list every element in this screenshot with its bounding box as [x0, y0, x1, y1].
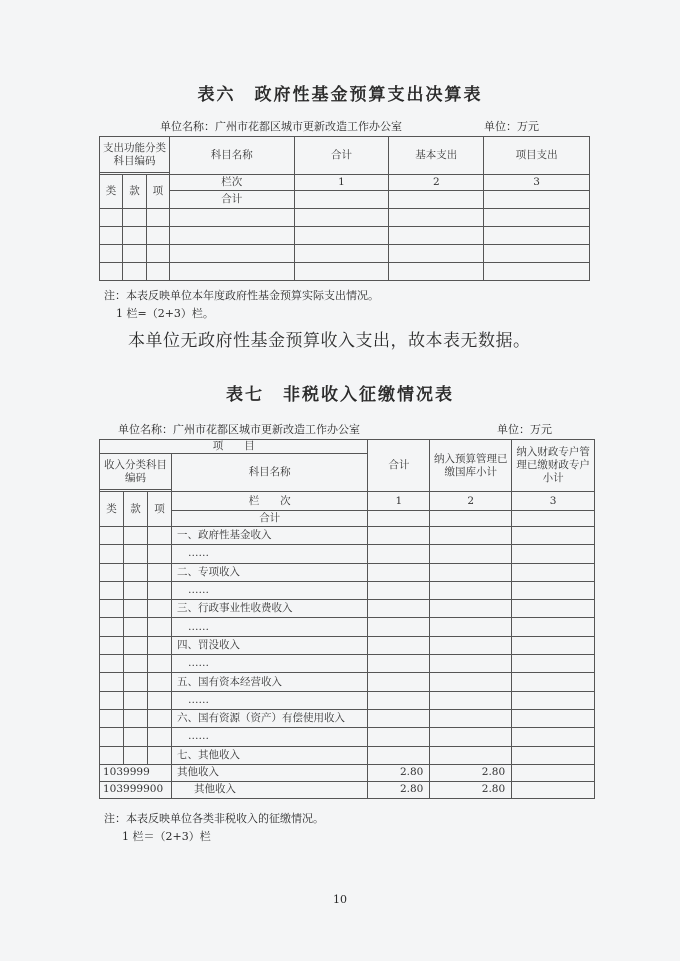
row-total: [368, 673, 430, 691]
row-special: [512, 545, 595, 563]
table7-note2: 1 栏＝（2+3）栏: [122, 830, 211, 843]
row-special: [512, 655, 595, 673]
row-subject-name: ……: [171, 545, 367, 563]
t6-xiang: 项: [146, 175, 169, 209]
row-special: [512, 563, 595, 581]
row-treasury: [430, 563, 512, 581]
row-total: [368, 581, 430, 599]
t7-xiangmu-header: 项 目: [100, 440, 368, 454]
table-row: [100, 655, 595, 673]
t6-lei: 类: [100, 175, 123, 209]
table7-unit: 单位：万元: [497, 423, 552, 436]
t7-col1: 1: [368, 492, 430, 511]
row-total: 2.80: [368, 781, 430, 798]
table-row: [100, 527, 595, 545]
row-special: [512, 709, 595, 727]
table6-note1: 注：本表反映单位本年度政府性基金预算实际支出情况。: [104, 289, 379, 302]
row-subject-name: ……: [171, 691, 367, 709]
table-row: [100, 618, 595, 636]
row-total: [368, 563, 430, 581]
table-row: [100, 600, 595, 618]
table7-unit-org: 单位名称：广州市花都区城市更新改造工作办公室: [118, 423, 360, 436]
table7-title: 表七 非税收入征缴情况表: [226, 385, 454, 405]
row-subject-name: 七、其他收入: [171, 746, 367, 764]
row-treasury: [430, 618, 512, 636]
row-special: [512, 728, 595, 746]
table-row: [100, 263, 590, 281]
table-row: [100, 781, 595, 798]
t7-lanci: 栏 次: [171, 492, 367, 511]
t7-code-group-header: 收入分类科目编码: [100, 454, 172, 490]
row-subject-name: ……: [171, 728, 367, 746]
row-subject-name: 三、行政事业性收费收入: [171, 600, 367, 618]
row-subject-name: ……: [171, 618, 367, 636]
table6: [99, 136, 590, 281]
row-subject-name: 六、国有资源（资产）有偿使用收入: [171, 709, 367, 727]
t6-heji: 合计: [169, 191, 294, 209]
table-row: [100, 545, 595, 563]
row-total: [368, 636, 430, 654]
table6-note2: 1 栏=（2+3）栏。: [116, 307, 214, 320]
row-subject-name: 四、罚没收入: [171, 636, 367, 654]
t7-kuan: 款: [123, 492, 147, 527]
row-special: [512, 746, 595, 764]
row-total: [368, 655, 430, 673]
row-special: [512, 673, 595, 691]
row-subject-name: 五、国有资本经营收入: [171, 673, 367, 691]
row-subject-name: ……: [171, 581, 367, 599]
table-row: [100, 764, 595, 781]
row-treasury: [430, 600, 512, 618]
row-treasury: 2.80: [430, 764, 512, 781]
row-special: [512, 600, 595, 618]
row-special: [512, 581, 595, 599]
t6-col2: 2: [389, 175, 484, 191]
t7-lei: 类: [100, 492, 124, 527]
row-special: [512, 527, 595, 545]
row-treasury: [430, 636, 512, 654]
t7-col2: 2: [430, 492, 512, 511]
t7-treasury-header: 纳入预算管理已缴国库小计: [430, 440, 512, 492]
row-total: [368, 618, 430, 636]
row-treasury: [430, 545, 512, 563]
table-row: [100, 673, 595, 691]
table-row: [100, 746, 595, 764]
row-treasury: [430, 527, 512, 545]
row-treasury: [430, 655, 512, 673]
row-subject-name: 二、专项收入: [171, 563, 367, 581]
row-special: [512, 764, 595, 781]
table-row: [100, 581, 595, 599]
row-special: [512, 781, 595, 798]
row-subject-name: ……: [171, 655, 367, 673]
row-total: [368, 746, 430, 764]
row-total: [368, 691, 430, 709]
table-row: [100, 227, 590, 245]
t7-heji: 合计: [171, 511, 367, 527]
table6-title: 表六 政府性基金预算支出决算表: [197, 85, 483, 105]
t6-kuan: 款: [122, 175, 146, 209]
row-subject-name: 其他收入: [171, 764, 367, 781]
row-treasury: 2.80: [430, 781, 512, 798]
table6-unit-org: 单位名称：广州市花都区城市更新改造工作办公室: [160, 120, 402, 133]
t6-basic-header: 基本支出: [389, 137, 484, 175]
row-total: [368, 527, 430, 545]
row-subject-name: 其他收入: [171, 781, 367, 798]
table-row: [100, 245, 590, 263]
t7-total-header: 合计: [368, 440, 430, 492]
table7: [99, 439, 595, 799]
t6-col3: 3: [484, 175, 590, 191]
t6-total-header: 合计: [294, 137, 389, 175]
t7-xiang: 项: [147, 492, 171, 527]
row-total: [368, 709, 430, 727]
row-treasury: [430, 709, 512, 727]
table-row: [100, 636, 595, 654]
row-total: [368, 728, 430, 746]
no-data-statement: 本单位无政府性基金预算收入支出，故本表无数据。: [128, 331, 531, 351]
row-treasury: [430, 728, 512, 746]
row-total: [368, 545, 430, 563]
table-row: [100, 728, 595, 746]
table-row: [100, 709, 595, 727]
t6-subject-header: 科目名称: [169, 137, 294, 175]
row-special: [512, 636, 595, 654]
t7-special-header: 纳入财政专户管理已缴财政专户小计: [512, 440, 595, 492]
row-special: [512, 691, 595, 709]
table-row: [100, 209, 590, 227]
row-treasury: [430, 746, 512, 764]
table7-note1: 注：本表反映单位各类非税收入的征缴情况。: [104, 812, 324, 825]
t6-lanci: 栏次: [169, 175, 294, 191]
t7-subject-header: 科目名称: [171, 454, 367, 492]
row-special: [512, 618, 595, 636]
table6-unit: 单位：万元: [484, 120, 539, 133]
row-subject-name: 一、政府性基金收入: [171, 527, 367, 545]
row-code: 1039999: [100, 764, 172, 781]
row-total: 2.80: [368, 764, 430, 781]
row-treasury: [430, 581, 512, 599]
row-treasury: [430, 691, 512, 709]
t6-project-header: 项目支出: [484, 137, 590, 175]
row-code: 103999900: [100, 781, 172, 798]
row-treasury: [430, 673, 512, 691]
t6-code-group-header: 支出功能分类科目编码: [100, 137, 170, 173]
t7-col3: 3: [512, 492, 595, 511]
row-total: [368, 600, 430, 618]
t6-col1: 1: [294, 175, 389, 191]
table-row: [100, 691, 595, 709]
table-row: [100, 563, 595, 581]
page-number: 10: [333, 893, 347, 906]
